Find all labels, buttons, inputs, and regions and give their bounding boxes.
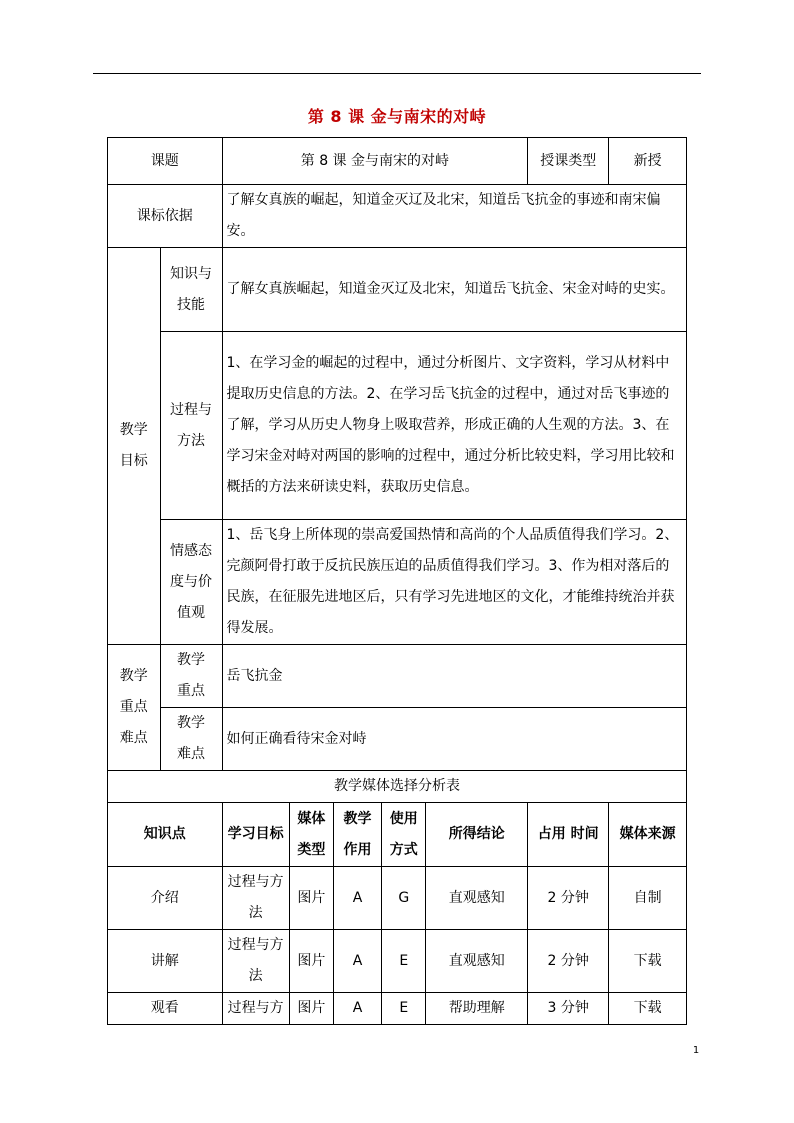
row-usage: E — [382, 993, 426, 1025]
basis-row — [108, 185, 687, 248]
difficulty-label-line2: 难点 — [177, 746, 206, 762]
focus-key-row — [108, 645, 687, 708]
focus-label-line2: 重点 — [119, 699, 148, 715]
process-label-line1: 过程与 — [170, 401, 213, 418]
process-label-line2: 方法 — [177, 432, 206, 449]
row-teaching-role: A — [333, 867, 381, 930]
focus-difficulty-row — [108, 708, 687, 771]
row-media-type: 图片 — [289, 930, 333, 993]
row-media-source: 下载 — [609, 993, 687, 1025]
row-media-type: 图片 — [289, 867, 333, 930]
objectives-label — [108, 248, 161, 645]
media-header-row — [108, 803, 687, 867]
lesson-type-label: 授课类型 — [528, 138, 609, 185]
row-time: 2 分钟 — [528, 867, 609, 930]
objectives-label-line2: 目标 — [119, 453, 148, 469]
header-time: 占用 时间 — [528, 803, 609, 867]
basis-value: 了解女真族的崛起，知道金灭辽及北宋，知道岳飞抗金的事迹和南宋偏安。 — [222, 185, 686, 248]
header-media-source: 媒体来源 — [609, 803, 687, 867]
header-learning-goal: 学习目标 — [222, 803, 289, 867]
row-usage: E — [382, 930, 426, 993]
row-media-source: 自制 — [609, 867, 687, 930]
objective-process-row — [108, 332, 687, 520]
focus-label-line3: 难点 — [119, 730, 148, 746]
difficulty-label — [160, 708, 222, 771]
header-conclusion: 所得结论 — [426, 803, 528, 867]
row-teaching-role: A — [333, 930, 381, 993]
emotion-label-line3: 值观 — [177, 604, 206, 621]
key-point-label-line2: 重点 — [177, 683, 206, 699]
knowledge-label-line2: 技能 — [177, 296, 206, 313]
objectives-label-line1: 教学 — [119, 422, 148, 438]
emotion-label-line1: 情感态 — [170, 542, 213, 559]
lesson-plan-table — [107, 137, 687, 1025]
row-knowledge-point: 观看 — [108, 993, 223, 1025]
table-row — [108, 930, 687, 993]
row-time: 3 分钟 — [528, 993, 609, 1025]
header-knowledge-point: 知识点 — [108, 803, 223, 867]
objective-knowledge-row — [108, 248, 687, 332]
emotion-label — [160, 520, 222, 645]
focus-label-line1: 教学 — [119, 668, 148, 684]
process-text: 1、在学习金的崛起的过程中，通过分析图片、文字资料，学习从材料中提取历史信息的方法。2、在学习岳飞抗金的过程中，通过对岳飞事迹的了解，学习从历史人物身上吸取营养，形成正确的人生观的方法。3、在学习宋金对峙对两国的影响的过程中，通过分析比较史料，学习用比较和概括的方法来研读史料，获取历史信息。 — [222, 332, 686, 520]
row-learning-goal: 过程与方法 — [222, 867, 289, 930]
header-teaching-role: 教学 作用 — [333, 803, 381, 867]
topic-row — [108, 138, 687, 185]
row-learning-goal: 过程与方法 — [222, 930, 289, 993]
row-media-type: 图片 — [289, 993, 333, 1025]
header-usage: 使用方式 — [382, 803, 426, 867]
row-conclusion: 直观感知 — [426, 930, 528, 993]
document-title: 第 8 课 金与南宋的对峙 — [307, 107, 487, 126]
row-media-source: 下载 — [609, 930, 687, 993]
media-table-caption: 教学媒体选择分析表 — [108, 771, 687, 803]
process-label — [160, 332, 222, 520]
focus-label — [108, 645, 161, 771]
topic-value: 第 8 课 金与南宋的对峙 — [222, 138, 528, 185]
emotion-label-line2: 度与价 — [170, 573, 213, 590]
row-conclusion: 帮助理解 — [426, 993, 528, 1025]
difficulty-text: 如何正确看待宋金对峙 — [222, 708, 686, 771]
row-learning-goal: 过程与方 — [222, 993, 289, 1025]
lesson-type-value: 新授 — [609, 138, 687, 185]
row-usage: G — [382, 867, 426, 930]
row-knowledge-point: 介绍 — [108, 867, 223, 930]
row-conclusion: 直观感知 — [426, 867, 528, 930]
media-caption-row — [108, 771, 687, 803]
knowledge-label-line1: 知识与 — [170, 265, 213, 282]
objective-emotion-row — [108, 520, 687, 645]
difficulty-label-line1: 教学 — [177, 715, 206, 731]
knowledge-text: 了解女真族崛起，知道金灭辽及北宋，知道岳飞抗金、宋金对峙的史实。 — [222, 248, 686, 332]
table-row — [108, 993, 687, 1025]
topic-label: 课题 — [108, 138, 223, 185]
table-row — [108, 867, 687, 930]
header-media-type: 媒体类型 — [289, 803, 333, 867]
row-teaching-role: A — [333, 993, 381, 1025]
page-number: 1 — [692, 1045, 700, 1056]
key-point-label-line1: 教学 — [177, 652, 206, 668]
header-rule — [93, 73, 701, 74]
key-point-label — [160, 645, 222, 708]
key-point-text: 岳飞抗金 — [222, 645, 686, 708]
row-time: 2 分钟 — [528, 930, 609, 993]
knowledge-label — [160, 248, 222, 332]
basis-label: 课标依据 — [108, 185, 223, 248]
emotion-text: 1、岳飞身上所体现的崇高爱国热情和高尚的个人品质值得我们学习。2、完颜阿骨打敢于反抗民族压迫的品质值得我们学习。3、作为相对落后的民族，在征服先进地区后，只有学习先进地区的文化，才能维持统治并获得发展。 — [222, 520, 686, 645]
row-knowledge-point: 讲解 — [108, 930, 223, 993]
